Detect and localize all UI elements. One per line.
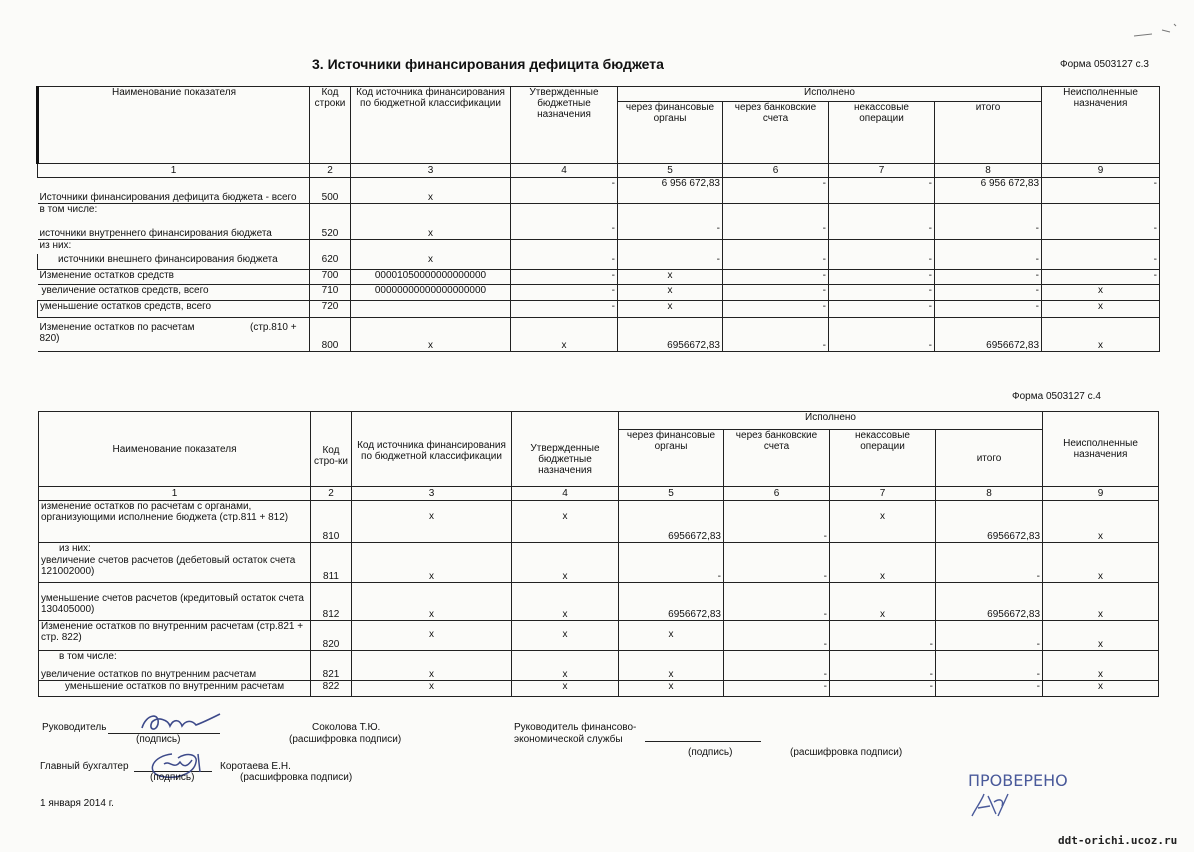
accountant-label: Главный бухгалтер	[40, 761, 129, 772]
row-bank: -	[724, 663, 830, 681]
row-total: -	[936, 663, 1043, 681]
row-total: 6956672,83	[936, 501, 1043, 543]
row-bank	[723, 204, 829, 218]
col-num: 3	[352, 487, 512, 501]
row-approved	[512, 543, 619, 555]
row-name: из них:	[39, 543, 311, 555]
row-noncash: -	[829, 218, 935, 240]
row-total: 6956672,83	[936, 583, 1043, 621]
row-source	[351, 301, 511, 318]
row-total: -	[935, 285, 1042, 301]
row-code: 812	[311, 583, 352, 621]
table-row	[38, 254, 1160, 270]
row-bank	[723, 240, 829, 254]
row-name: уменьшение остатков средств, всего	[38, 301, 310, 318]
accountant-decode-caption: (расшифровка подписи)	[240, 772, 353, 783]
row-total: -	[935, 301, 1042, 318]
row-name: уменьшение счетов расчетов (кредитовый остаток счета 130405000)	[39, 583, 311, 621]
row-bank: -	[723, 270, 829, 285]
row-code	[311, 651, 352, 663]
row-bank: -	[723, 254, 829, 270]
row-noncash: -	[829, 285, 935, 301]
row-bank	[724, 543, 830, 555]
row-approved: x	[511, 318, 618, 352]
row-source: x	[352, 555, 512, 583]
row-fin: x	[619, 663, 724, 681]
row-total: -	[936, 681, 1043, 697]
row-name: Изменение остатков средств	[38, 270, 310, 285]
fin-head-label-1: Руководитель финансово-	[514, 722, 637, 733]
header-code: Код строки	[310, 87, 351, 164]
row-source: x	[351, 254, 511, 270]
table-row	[38, 204, 1160, 218]
fin-head-label-2: экономической службы	[514, 734, 623, 745]
table-row	[39, 621, 1159, 651]
row-fin: 6 956 672,83	[618, 178, 723, 204]
row-bank: -	[723, 178, 829, 204]
row-fin	[618, 204, 723, 218]
column-numbers-row	[38, 164, 1160, 178]
scan-mark	[1130, 20, 1180, 44]
col-num: 7	[830, 487, 936, 501]
column-numbers-row	[39, 487, 1159, 501]
col-num: 3	[351, 164, 511, 178]
row-bank: -	[724, 501, 830, 543]
col-num: 2	[310, 164, 351, 178]
row-fin: 6956672,83	[619, 501, 724, 543]
head-signature-scribble	[134, 708, 224, 736]
col-num: 1	[39, 487, 311, 501]
row-unexecuted: -	[1042, 254, 1160, 270]
row-total	[935, 240, 1042, 254]
col-num: 2	[311, 487, 352, 501]
row-unexecuted: -	[1042, 178, 1160, 204]
header-total: итого	[936, 430, 1043, 487]
row-total: -	[935, 218, 1042, 240]
row-bank: -	[724, 555, 830, 583]
table-row	[38, 285, 1160, 301]
row-unexecuted: x	[1043, 583, 1159, 621]
header-noncash: некассовые операции	[830, 430, 936, 487]
stamp-initials-scribble	[968, 790, 1012, 822]
row-total: -	[936, 621, 1043, 651]
row-source: x	[351, 218, 511, 240]
table-row	[38, 270, 1160, 285]
row-name: источники внутреннего финансирования бюджета	[38, 218, 310, 240]
row-unexecuted: -	[1042, 270, 1160, 285]
col-num: 5	[619, 487, 724, 501]
row-code: 700	[310, 270, 351, 285]
row-unexecuted: x	[1043, 555, 1159, 583]
row-noncash: x	[830, 583, 936, 621]
table-row	[39, 543, 1159, 555]
row-source: x	[352, 501, 512, 543]
header-executed: Исполнено	[618, 87, 1042, 102]
form-code-p3: Форма 0503127 с.3	[1060, 59, 1149, 70]
row-fin: -	[618, 218, 723, 240]
row-fin: x	[619, 621, 724, 651]
row-code: 822	[311, 681, 352, 697]
row-approved: x	[512, 663, 619, 681]
header-unexecuted: Неисполненные назначения	[1043, 412, 1159, 487]
col-num: 6	[724, 487, 830, 501]
row-approved: x	[512, 583, 619, 621]
row-name: уменьшение остатков по внутренним расчетам	[39, 681, 311, 697]
verified-stamp: ПРОВЕРЕНО	[968, 771, 1068, 790]
row-name: в том числе:	[38, 204, 310, 218]
header-fin: через финансовые органы	[619, 430, 724, 487]
row-approved: x	[512, 555, 619, 583]
row-name: в том числе:	[39, 651, 311, 663]
header-source: Код источника финансирования по бюджетной классификации	[351, 87, 511, 164]
row-code: 820	[311, 621, 352, 651]
row-total: 6 956 672,83	[935, 178, 1042, 204]
row-source	[351, 204, 511, 218]
row-fin	[619, 651, 724, 663]
row-code	[311, 543, 352, 555]
row-approved	[512, 651, 619, 663]
row-source: x	[352, 621, 512, 651]
row-name: Источники финансирования дефицита бюджета - всего	[38, 178, 310, 204]
row-approved	[511, 240, 618, 254]
row-approved: x	[512, 681, 619, 697]
row-noncash: -	[829, 254, 935, 270]
row-code: 720	[310, 301, 351, 318]
table-row	[39, 583, 1159, 621]
row-code: 811	[311, 555, 352, 583]
row-fin: x	[619, 681, 724, 697]
row-unexecuted: x	[1043, 621, 1159, 651]
row-noncash: -	[829, 270, 935, 285]
row-code: 810	[311, 501, 352, 543]
row-bank: -	[724, 681, 830, 697]
row-source	[351, 240, 511, 254]
row-approved: -	[511, 218, 618, 240]
row-source: 00001050000000000000	[351, 270, 511, 285]
row-code	[310, 204, 351, 218]
row-noncash: -	[829, 178, 935, 204]
row-approved: -	[511, 285, 618, 301]
row-fin: 6956672,83	[619, 583, 724, 621]
row-fin: x	[618, 301, 723, 318]
row-noncash: -	[830, 681, 936, 697]
table-row	[39, 501, 1159, 543]
row-name: увеличение остатков по внутренним расчетам	[39, 663, 311, 681]
row-total	[936, 651, 1043, 663]
head-name: Соколова Т.Ю.	[312, 722, 381, 733]
col-num: 5	[618, 164, 723, 178]
row-approved: -	[511, 270, 618, 285]
row-noncash	[830, 543, 936, 555]
col-num: 8	[935, 164, 1042, 178]
row-bank: -	[724, 621, 830, 651]
row-fin: -	[619, 555, 724, 583]
header-executed: Исполнено	[619, 412, 1043, 430]
fin-sign-line	[645, 741, 761, 742]
site-watermark: ddt-orichi.ucoz.ru	[1058, 834, 1178, 847]
row-total: 6956672,83	[935, 318, 1042, 352]
head-label: Руководитель	[42, 722, 107, 733]
col-num: 9	[1042, 164, 1160, 178]
row-fin: x	[618, 270, 723, 285]
header-approved: Утвержденные бюджетные назначения	[512, 412, 619, 487]
row-total	[935, 204, 1042, 218]
header-code: Код стро-ки	[311, 412, 352, 487]
row-name: источники внешнего финансирования бюджета	[38, 254, 310, 270]
header-approved: Утвержденные бюджетные назначения	[511, 87, 618, 164]
row-bank: -	[724, 583, 830, 621]
header-bank: через банковские счета	[723, 102, 829, 164]
row-unexecuted: x	[1043, 663, 1159, 681]
row-code	[310, 240, 351, 254]
table-row	[38, 318, 1160, 352]
table-row	[38, 301, 1160, 318]
row-unexecuted	[1043, 543, 1159, 555]
fin-sign-caption: (подпись)	[688, 747, 733, 758]
settlements-table	[38, 411, 1159, 697]
row-approved: x	[512, 501, 619, 543]
section-title: 3. Источники финансирования дефицита бюджета	[312, 56, 664, 72]
row-approved	[511, 204, 618, 218]
table-row	[39, 663, 1159, 681]
header-name: Наименование показателя	[38, 87, 310, 164]
header-row-top	[38, 87, 1160, 102]
table-row	[38, 240, 1160, 254]
row-fin: 6956672,83	[618, 318, 723, 352]
col-num: 4	[511, 164, 618, 178]
row-noncash	[830, 651, 936, 663]
row-unexecuted: -	[1042, 218, 1160, 240]
row-source: x	[352, 663, 512, 681]
row-source: x	[352, 583, 512, 621]
row-unexecuted	[1043, 651, 1159, 663]
row-unexecuted: x	[1042, 285, 1160, 301]
row-total: -	[935, 254, 1042, 270]
row-noncash: -	[829, 318, 935, 352]
row-code: 500	[310, 178, 351, 204]
row-unexecuted: x	[1043, 501, 1159, 543]
header-row-top	[39, 412, 1159, 430]
row-source: x	[351, 318, 511, 352]
row-noncash: -	[829, 301, 935, 318]
row-name: увеличение счетов расчетов (дебетовый остаток счета 121002000)	[39, 555, 311, 583]
col-num: 9	[1043, 487, 1159, 501]
row-unexecuted	[1042, 240, 1160, 254]
header-bank: через банковские счета	[724, 430, 830, 487]
header-fin: через финансовые органы	[618, 102, 723, 164]
fin-decode-caption: (расшифровка подписи)	[790, 747, 903, 758]
table-row	[39, 555, 1159, 583]
row-name: увеличение остатков средств, всего	[38, 285, 310, 301]
row-source	[352, 543, 512, 555]
row-approved: x	[512, 621, 619, 651]
row-noncash	[829, 240, 935, 254]
header-unexecuted: Неисполненные назначения	[1042, 87, 1160, 164]
row-source: 00000000000000000000	[351, 285, 511, 301]
row-noncash: -	[830, 663, 936, 681]
financing-sources-table	[36, 86, 1160, 352]
row-approved: -	[511, 254, 618, 270]
col-num: 6	[723, 164, 829, 178]
row-source: x	[351, 178, 511, 204]
row-bank: -	[723, 318, 829, 352]
row-code: 520	[310, 218, 351, 240]
row-code: 821	[311, 663, 352, 681]
row-bank	[724, 651, 830, 663]
head-sign-caption: (подпись)	[136, 734, 181, 745]
report-date: 1 января 2014 г.	[40, 798, 114, 809]
header-name: Наименование показателя	[39, 412, 311, 487]
row-code: 800	[310, 318, 351, 352]
row-noncash: x	[830, 555, 936, 583]
row-unexecuted	[1042, 204, 1160, 218]
row-fin: x	[618, 285, 723, 301]
table-row	[39, 681, 1159, 697]
header-total: итого	[935, 102, 1042, 164]
row-fin	[619, 543, 724, 555]
row-unexecuted: x	[1042, 318, 1160, 352]
row-code: 620	[310, 254, 351, 270]
row-unexecuted: x	[1042, 301, 1160, 318]
row-name: Изменение остатков по расчетам (стр.810 + 820)	[38, 318, 310, 352]
row-approved: -	[511, 301, 618, 318]
row-fin: -	[618, 254, 723, 270]
table-row	[39, 651, 1159, 663]
row-unexecuted: x	[1043, 681, 1159, 697]
col-num: 7	[829, 164, 935, 178]
row-name: Изменение остатков по внутренним расчетам (стр.821 + стр. 822)	[39, 621, 311, 651]
col-num: 1	[38, 164, 310, 178]
row-noncash: x	[830, 501, 936, 543]
row-name: изменение остатков по расчетам с органами, организующими исполнение бюджета (стр.811 + 812)	[39, 501, 311, 543]
row-noncash: -	[830, 621, 936, 651]
row-bank: -	[723, 285, 829, 301]
row-source: x	[352, 681, 512, 697]
row-source	[352, 651, 512, 663]
row-noncash	[829, 204, 935, 218]
row-bank: -	[723, 301, 829, 318]
table-row	[38, 178, 1160, 204]
col-num: 4	[512, 487, 619, 501]
row-approved: -	[511, 178, 618, 204]
head-decode-caption: (расшифровка подписи)	[289, 734, 402, 745]
form-code-p4: Форма 0503127 с.4	[1012, 391, 1101, 402]
header-noncash: некассовые операции	[829, 102, 935, 164]
table-row	[38, 218, 1160, 240]
row-fin	[618, 240, 723, 254]
row-code: 710	[310, 285, 351, 301]
row-bank: -	[723, 218, 829, 240]
header-source: Код источника финансирования по бюджетной классификации	[352, 412, 512, 487]
accountant-sign-caption: (подпись)	[150, 772, 195, 783]
row-total: -	[936, 555, 1043, 583]
col-num: 8	[936, 487, 1043, 501]
accountant-name: Коротаева Е.Н.	[220, 761, 291, 772]
row-total	[936, 543, 1043, 555]
row-name: из них:	[38, 240, 310, 254]
row-total: -	[935, 270, 1042, 285]
